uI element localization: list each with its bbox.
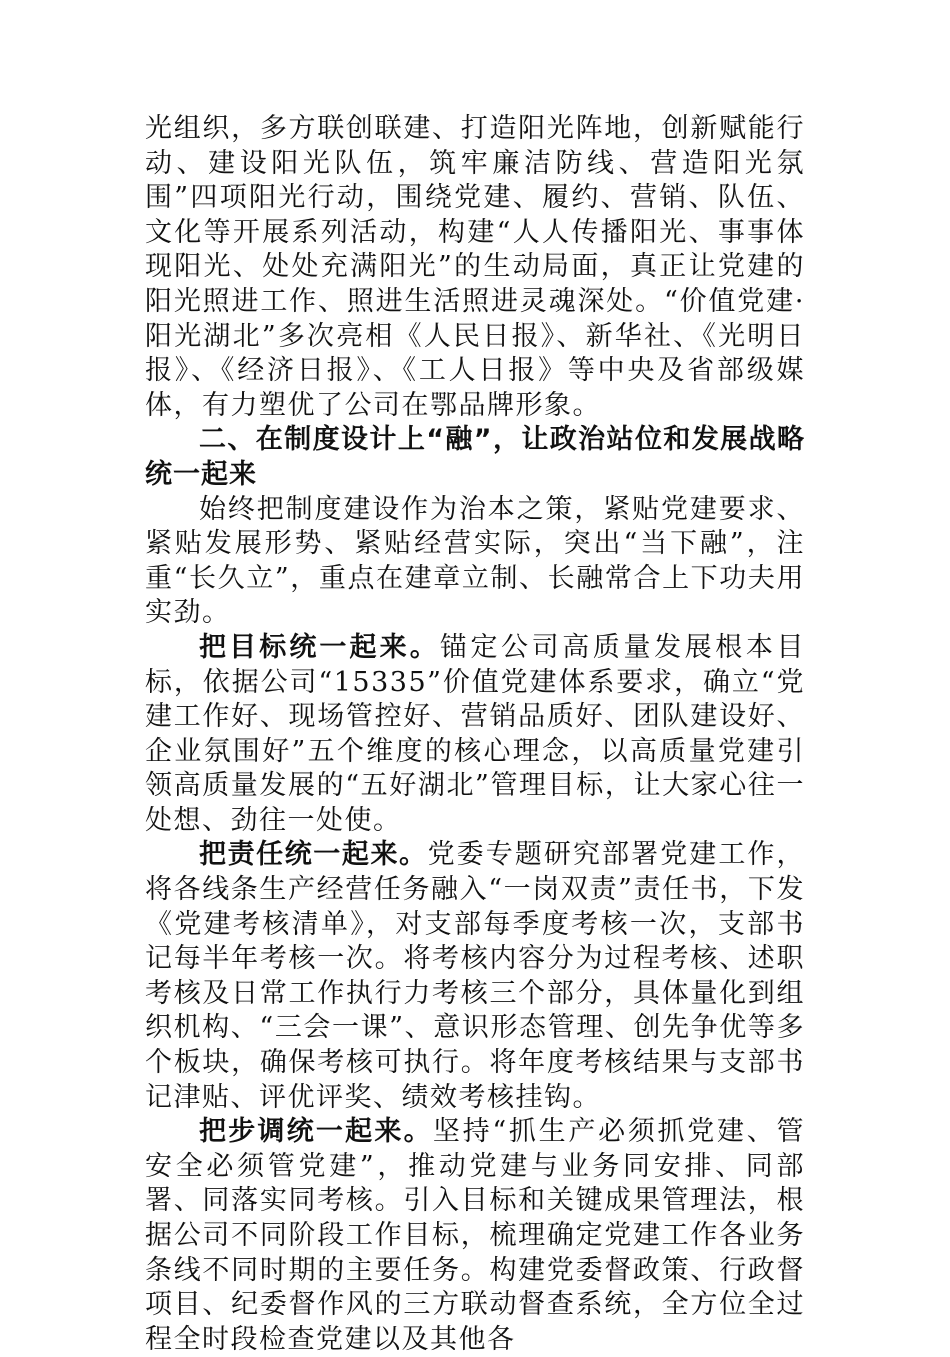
paragraph-responsibility-body: 党委专题研究部署党建工作，将各线条生产经营任务融入“一岗双责”责任书，下发《党建考核清单》，对支部每季度考核一次，支部书记每半年考核一次。将考核内容分为过程考核、述职考核及日常工作执行力考核三个部分，具体量化到组织机构、“三会一课”、意识形态管理、创先争优等多个板块，确保考核可执行。将年度考核结果与支部书记津贴、评优评奖、绩效考核挂钩。 bbox=[145, 839, 806, 1113]
lead-phrase-pace: 把步调统一起来。 bbox=[199, 1116, 433, 1148]
lead-phrase-goals: 把目标统一起来。 bbox=[199, 631, 440, 663]
paragraph-pace bbox=[145, 1115, 805, 1357]
paragraph-continuation: 光组织，多方联创联建、打造阳光阵地，创新赋能行动、建设阳光队伍，筑牢廉洁防线、营造阳光氛围”四项阳光行动，围绕党建、履约、营销、队伍、文化等开展系列活动，构建“人人传播阳光、事事体现阳光、处处充满阳光”的生动局面，真正让党建的阳光照进工作、照进生活照进灵魂深处。“价值党建·阳光湖北”多次亮相《人民日报》、新华社、《光明日报》、《经济日报》、《工人日报》等中央及省部级媒体，有力塑优了公司在鄂品牌形象。 bbox=[145, 113, 805, 421]
paragraph-intro: 始终把制度建设作为治本之策，紧贴党建要求、紧贴发展形势、紧贴经营实际，突出“当下融”，注重“长久立”，重点在建章立制、长融常合上下功夫用实劲。 bbox=[145, 493, 805, 629]
document-page bbox=[145, 112, 805, 1357]
paragraph-responsibility bbox=[145, 838, 805, 1115]
lead-phrase-responsibility: 把责任统一起来。 bbox=[199, 839, 428, 871]
section-heading: 二、在制度设计上“融”，让政治站位和发展战略统一起来 bbox=[145, 424, 805, 490]
paragraph-goals bbox=[145, 631, 805, 839]
paragraph-pace-body: 坚持“抓生产必须抓党建、管安全必须管党建”，推动党建与业务同安排、同部署、同落实同考核。引入目标和关键成果管理法，根据公司不同阶段工作目标，梳理确定党建工作各业务条线不同时期的主要任务。构建党委督政策、行政督项目、纪委督作风的三方联动督查系统，全方位全过程全时段检查党建以及其他各 bbox=[145, 1116, 805, 1355]
paragraph-goals-body: 锚定公司高质量发展根本目标，依据公司“15335”价值党建体系要求，确立“党建工作好、现场管控好、营销品质好、团队建设好、企业氛围好”五个维度的核心理念，以高质量党建引领高质量发展的“五好湖北”管理目标，让大家心往一处想、劲往一处使。 bbox=[145, 631, 806, 836]
